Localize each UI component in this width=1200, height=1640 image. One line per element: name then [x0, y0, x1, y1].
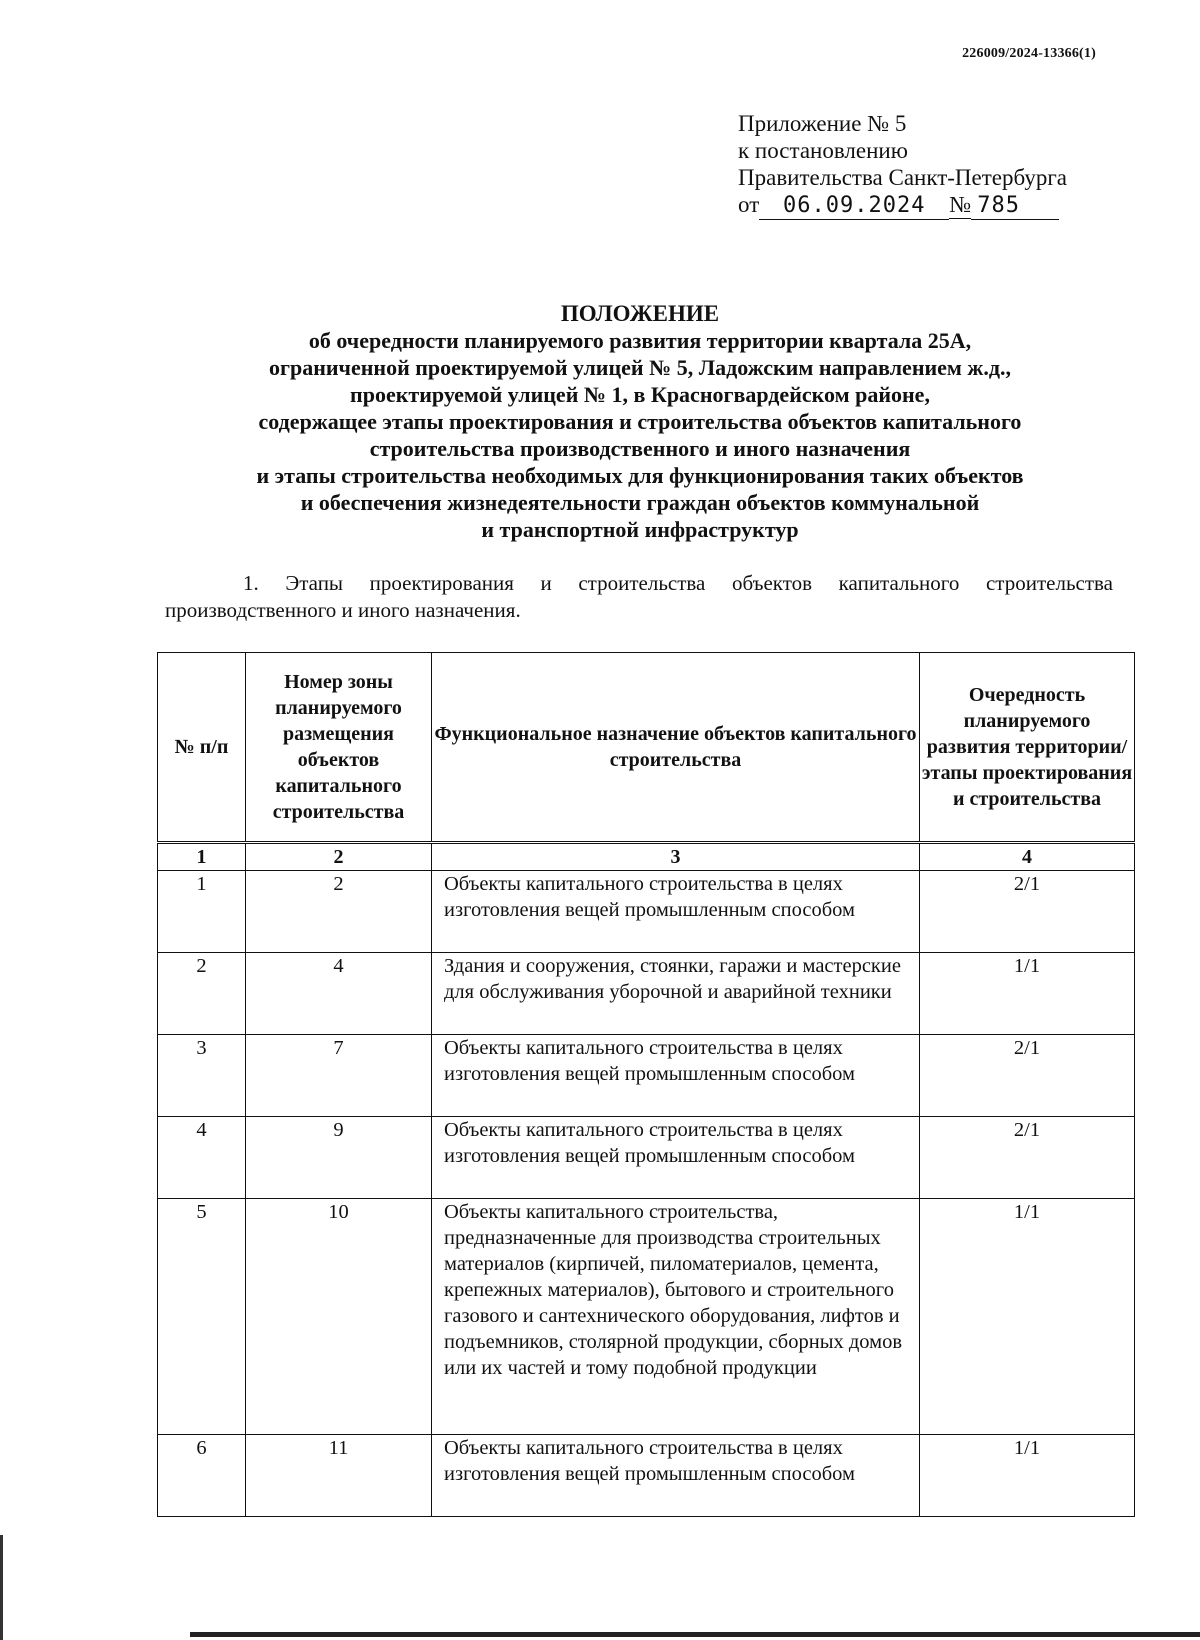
header-number: № п/п	[158, 653, 246, 843]
title-line: и транспортной инфраструктур	[481, 517, 799, 542]
row-number: 2	[158, 953, 246, 1035]
appendix-line-2: к постановлению	[738, 138, 908, 163]
table-row	[158, 1435, 1135, 1517]
table-row	[158, 1117, 1135, 1199]
number-prefix: №	[949, 192, 972, 217]
row-zone: 11	[246, 1435, 432, 1517]
title-line: об очередности планируемого развития территории квартала 25А,	[308, 328, 972, 353]
title-heading: ПОЛОЖЕНИЕ	[560, 301, 720, 326]
column-number: 4	[920, 843, 1135, 871]
column-numbers-row	[158, 843, 1135, 871]
row-stage: 2/1	[920, 1117, 1135, 1199]
appendix-line-3: Правительства Санкт-Петербурга	[738, 165, 1067, 190]
document-title	[160, 300, 1120, 543]
title-line: и этапы строительства необходимых для функционирования таких объектов	[256, 463, 1024, 488]
row-number: 1	[158, 871, 246, 953]
table-row	[158, 1199, 1135, 1435]
column-number: 1	[158, 843, 246, 871]
section-intro: 1. Этапы проектирования и строительства объектов капитального строительства производственного и иного назначения.	[165, 571, 1113, 622]
decree-date: 06.09.2024	[759, 192, 949, 220]
stages-table	[157, 652, 1135, 1517]
row-number: 6	[158, 1435, 246, 1517]
table-header-row	[158, 653, 1135, 843]
row-purpose: Объекты капитального строительства в целях изготовления вещей промышленным способом	[432, 1117, 920, 1199]
row-purpose: Объекты капитального строительства, предназначенные для производства строительных материалов (кирпичей, пиломатериалов, цемента, крепежных материалов), бытового и строительного газового и сантехнического оборудования, лифтов и подъемников, столярной продукции, сборных домов или их частей и тому подобной продукции	[432, 1199, 920, 1435]
row-number: 4	[158, 1117, 246, 1199]
row-zone: 9	[246, 1117, 432, 1199]
appendix-date-line	[738, 191, 1067, 220]
document-number: 226009/2024-13366(1)	[962, 46, 1096, 61]
column-number: 2	[246, 843, 432, 871]
column-number: 3	[432, 843, 920, 871]
title-line: строительства производственного и иного назначения	[369, 436, 911, 461]
row-purpose: Объекты капитального строительства в целях изготовления вещей промышленным способом	[432, 1035, 920, 1117]
title-line: ограниченной проектируемой улицей № 5, Ладожским направлением ж.д.,	[268, 355, 1012, 380]
appendix-block	[738, 110, 1067, 220]
row-purpose: Здания и сооружения, стоянки, гаражи и мастерские для обслуживания уборочной и аварийной техники	[432, 953, 920, 1035]
row-purpose: Объекты капитального строительства в целях изготовления вещей промышленным способом	[432, 1435, 920, 1517]
table-row	[158, 953, 1135, 1035]
row-zone: 2	[246, 871, 432, 953]
row-number: 3	[158, 1035, 246, 1117]
row-zone: 7	[246, 1035, 432, 1117]
header-purpose: Функциональное назначение объектов капитального строительства	[432, 653, 920, 843]
date-prefix: от	[738, 192, 760, 217]
row-zone: 4	[246, 953, 432, 1035]
row-stage: 2/1	[920, 1035, 1135, 1117]
row-purpose: Объекты капитального строительства в целях изготовления вещей промышленным способом	[432, 871, 920, 953]
decree-number: 785	[971, 192, 1059, 220]
title-line: содержащее этапы проектирования и строительства объектов капитального	[258, 409, 1022, 434]
title-line: проектируемой улицей № 1, в Красногвардейском районе,	[350, 382, 930, 407]
header-stage: Очередность планируемого развития территории/ этапы проектирования и строительства	[920, 653, 1135, 843]
row-stage: 2/1	[920, 871, 1135, 953]
row-stage: 1/1	[920, 953, 1135, 1035]
row-number: 5	[158, 1199, 246, 1435]
title-line: и обеспечения жизнедеятельности граждан объектов коммунальной	[300, 490, 980, 515]
row-stage: 1/1	[920, 1435, 1135, 1517]
row-stage: 1/1	[920, 1199, 1135, 1435]
row-zone: 10	[246, 1199, 432, 1435]
appendix-line-1: Приложение № 5	[738, 111, 907, 136]
table-row	[158, 871, 1135, 953]
table-row	[158, 1035, 1135, 1117]
stages-table-wrapper	[157, 652, 1134, 1517]
scan-edge-left	[0, 1535, 3, 1640]
header-zone: Номер зоны планируемого размещения объектов капитального строительства	[246, 653, 432, 843]
scan-edge-bottom	[190, 1632, 1200, 1637]
